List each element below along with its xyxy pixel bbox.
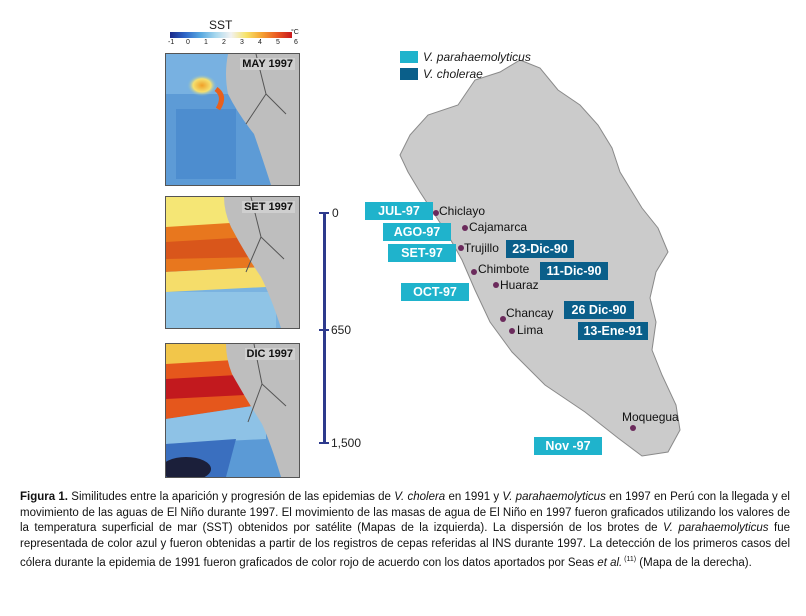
sst-tick: 4 bbox=[258, 39, 262, 46]
sst-map-image bbox=[166, 54, 299, 185]
city-label: Chancay bbox=[506, 306, 554, 320]
sst-map-label: DIC 1997 bbox=[246, 348, 293, 360]
outbreak-label-cholerae: 11-Dic-90 bbox=[540, 262, 608, 280]
sst-tick: 0 bbox=[186, 39, 190, 46]
distance-scale-bar bbox=[323, 212, 326, 444]
city-label: Trujillo bbox=[464, 241, 499, 255]
outbreak-label-parahaemolyticus: Nov -97 bbox=[534, 437, 602, 455]
scale-tick bbox=[319, 442, 329, 444]
city-label: Chimbote bbox=[478, 262, 530, 276]
sst-tick: 2 bbox=[222, 39, 226, 46]
city-label: Chiclayo bbox=[439, 204, 486, 218]
sst-map-dic-1997 bbox=[165, 343, 300, 478]
outbreak-label-cholerae: 23-Dic-90 bbox=[506, 240, 574, 258]
scale-label: 1,500 bbox=[331, 436, 362, 450]
sst-colorbar-ticks bbox=[166, 39, 306, 49]
scale-label: 650 bbox=[331, 323, 352, 337]
sst-tick: -1 bbox=[168, 39, 175, 46]
sst-map-label: MAY 1997 bbox=[242, 58, 293, 70]
outbreak-label-parahaemolyticus: OCT-97 bbox=[401, 283, 469, 301]
city-label: Lima bbox=[517, 323, 544, 337]
sst-tick: 5 bbox=[276, 39, 280, 46]
legend-label-cholerae: V. cholerae bbox=[423, 67, 483, 81]
outbreak-label-cholerae: 13-Ene-91 bbox=[578, 322, 648, 340]
city-marker bbox=[630, 425, 636, 431]
legend-label-parahaemolyticus: V. parahaemolyticus bbox=[423, 50, 531, 64]
sst-tick: 3 bbox=[240, 39, 244, 46]
reference-number: (11) bbox=[622, 556, 637, 564]
sst-tick: 1 bbox=[204, 39, 208, 46]
figure-caption: Figura 1. Similitudes entre la aparición y progresión de las epidemias de V. cholera en 1991 y V. parahaemolyticus en 1997 en Perú con la llegada y el movimiento de las aguas de El Niño durante 1997. El movimiento de las masas de agua de El Niño en 1997 fueron graficados utilizando los valores de la temperatura superficial de mar (SST) obtenidos por satélite (Mapas de la izquierda). La dispersión de los brotes de V. parahaemolyticus fue representada de color azul y fueron obtenidas a partir de los registros de cepas referidas al INS durante 1997. La detección de los primeros casos del cólera durante la epidemia de 1991 fueron graficados de color rojo de acuerdo con los datos aportados por Seas et al. $^{(11)}$ (Mapa de la derecha). bbox=[20, 491, 790, 570]
city-label: Huaraz bbox=[500, 278, 539, 292]
sst-map-may-1997 bbox=[165, 53, 300, 186]
outbreak-label-parahaemolyticus: AGO-97 bbox=[383, 223, 451, 241]
legend-swatch-cholerae bbox=[400, 68, 418, 80]
scale-tick bbox=[319, 329, 329, 331]
city-marker bbox=[462, 225, 468, 231]
sst-colorbar-title: SST bbox=[209, 18, 233, 32]
city-marker bbox=[471, 269, 477, 275]
city-marker bbox=[493, 282, 499, 288]
city-label: Moquegua bbox=[622, 410, 679, 424]
sst-map-set-1997 bbox=[165, 196, 300, 329]
city-label: Cajamarca bbox=[469, 220, 528, 234]
sst-map-label: SET 1997 bbox=[244, 201, 293, 213]
sst-tick: 6 bbox=[294, 39, 298, 46]
outbreak-label-parahaemolyticus: JUL-97 bbox=[365, 202, 433, 220]
figure-number: Figura 1. bbox=[20, 491, 69, 503]
sst-unit: °C bbox=[291, 29, 299, 36]
outbreak-label-cholerae: 26 Dic-90 bbox=[564, 301, 634, 319]
legend-swatch-parahaemolyticus bbox=[400, 51, 418, 63]
city-marker bbox=[509, 328, 515, 334]
outbreak-label-parahaemolyticus: SET-97 bbox=[388, 244, 456, 262]
sst-map-image bbox=[166, 344, 299, 477]
sst-colorbar bbox=[170, 32, 292, 38]
scale-label: 0 bbox=[332, 206, 339, 220]
sst-map-image bbox=[166, 197, 299, 328]
scale-tick bbox=[319, 212, 329, 214]
